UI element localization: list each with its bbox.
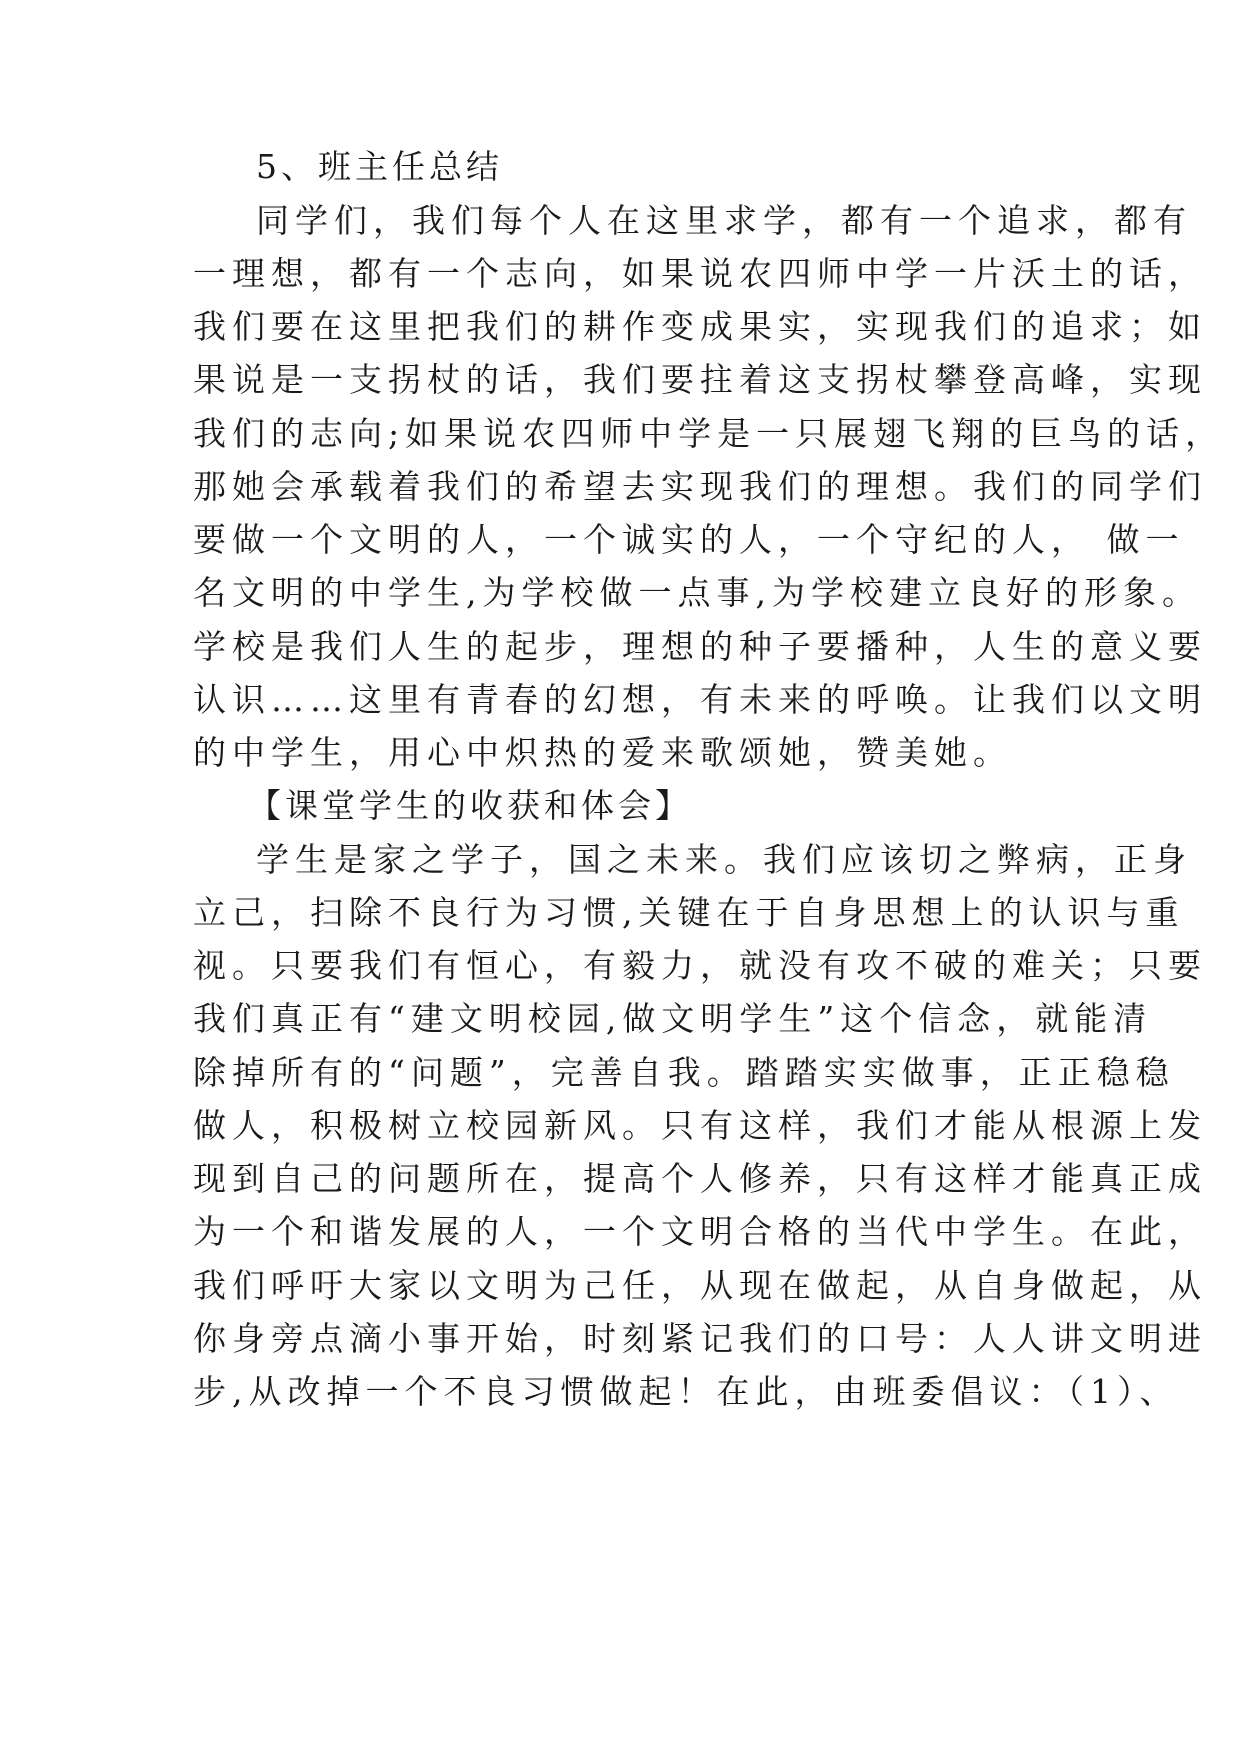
paragraph-line: 那她会承载着我们的希望去实现我们的理想。我们的同学们 (193, 467, 1207, 506)
paragraph-line: 做人，积极树立校园新风。只有这样，我们才能从根源上发 (193, 1106, 1207, 1145)
paragraph-line: 要做一个文明的人，一个诚实的人，一个守纪的人， 做一 (193, 520, 1185, 559)
paragraph-line: 为一个和谐发展的人，一个文明合格的当代中学生。在此， (193, 1212, 1207, 1251)
paragraph-line: 立己，扫除不良行为习惯,关键在于自身思想上的认识与重 (193, 893, 1185, 932)
paragraph-line: 认识……这里有青春的幻想，有未来的呼唤。让我们以文明 (193, 680, 1207, 719)
paragraph-line: 果说是一支拐杖的话，我们要拄着这支拐杖攀登高峰，实现 (193, 360, 1207, 399)
paragraph-line: 步,从改掉一个不良习惯做起！在此，由班委倡议：（1）、 (193, 1372, 1179, 1411)
paragraph-line: 我们呼吁大家以文明为己任，从现在做起，从自身做起，从 (193, 1266, 1207, 1305)
paragraph-line: 学校是我们人生的起步，理想的种子要播种，人生的意义要 (193, 627, 1207, 666)
bracket-heading: 【课堂学生的收获和体会】 (248, 786, 692, 825)
paragraph-line: 除掉所有的“问题”，完善自我。踏踏实实做事，正正稳稳 (193, 1053, 1175, 1092)
paragraph-line: 一理想，都有一个志向，如果说农四师中学一片沃土的话， (193, 254, 1207, 293)
paragraph-line: 现到自己的问题所在，提高个人修养，只有这样才能真正成 (193, 1159, 1207, 1198)
section-heading: 5、班主任总结 (256, 147, 503, 186)
paragraph-line: 的中学生，用心中炽热的爱来歌颂她，赞美她。 (193, 733, 1012, 772)
paragraph-line: 名文明的中学生,为学校做一点事,为学校建立良好的形象。 (193, 573, 1201, 612)
paragraph-line: 视。只要我们有恒心，有毅力，就没有攻不破的难关；只要 (193, 946, 1207, 985)
paragraph-line: 你身旁点滴小事开始，时刻紧记我们的口号：人人讲文明进 (193, 1319, 1207, 1358)
paragraph-line: 我们真正有“建文明校园,做文明学生”这个信念，就能清 (193, 999, 1153, 1038)
paragraph-line: 学生是家之学子，国之未来。我们应该切之弊病，正身 (256, 840, 1192, 879)
paragraph-line: 同学们，我们每个人在这里求学，都有一个追求，都有 (256, 201, 1192, 240)
paragraph-line: 我们的志向;如果说农四师中学是一只展翅飞翔的巨鸟的话， (193, 414, 1225, 453)
paragraph-line: 我们要在这里把我们的耕作变成果实，实现我们的追求；如 (193, 307, 1207, 346)
